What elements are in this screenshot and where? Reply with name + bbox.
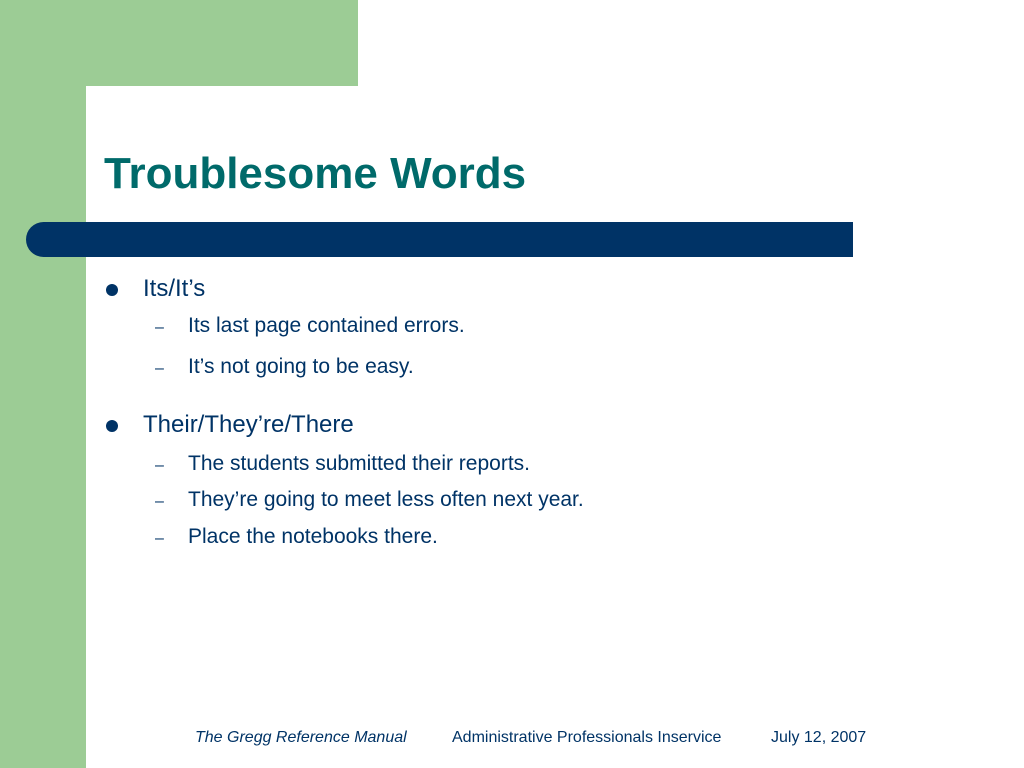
dash-icon: – [155,493,164,510]
bullet-dot-icon [106,420,118,432]
subitem: Its last page contained errors. [188,314,465,337]
footer-date: July 12, 2007 [771,729,867,746]
green-top-band [0,0,358,86]
title-underline-bar [26,222,853,257]
slide-title: Troublesome Words [104,149,527,198]
bullet-item-their: Their/They’re/There [143,411,354,438]
bullet-item-its: Its/It’s [143,275,206,302]
dash-icon: – [155,457,164,474]
footer-event: Administrative Professionals Inservice [452,729,722,746]
green-side-band [0,0,86,768]
subitem: It’s not going to be easy. [188,355,414,378]
footer-book-title: The Gregg Reference Manual [195,729,407,746]
subitem: Place the notebooks there. [188,525,438,548]
dash-icon: – [155,319,164,336]
dash-icon: – [155,360,164,377]
bullet-dot-icon [106,284,118,296]
dash-icon: – [155,530,164,547]
subitem: They’re going to meet less often next year. [188,488,584,511]
rounded-corner [86,86,146,146]
subitem: The students submitted their reports. [188,452,530,475]
